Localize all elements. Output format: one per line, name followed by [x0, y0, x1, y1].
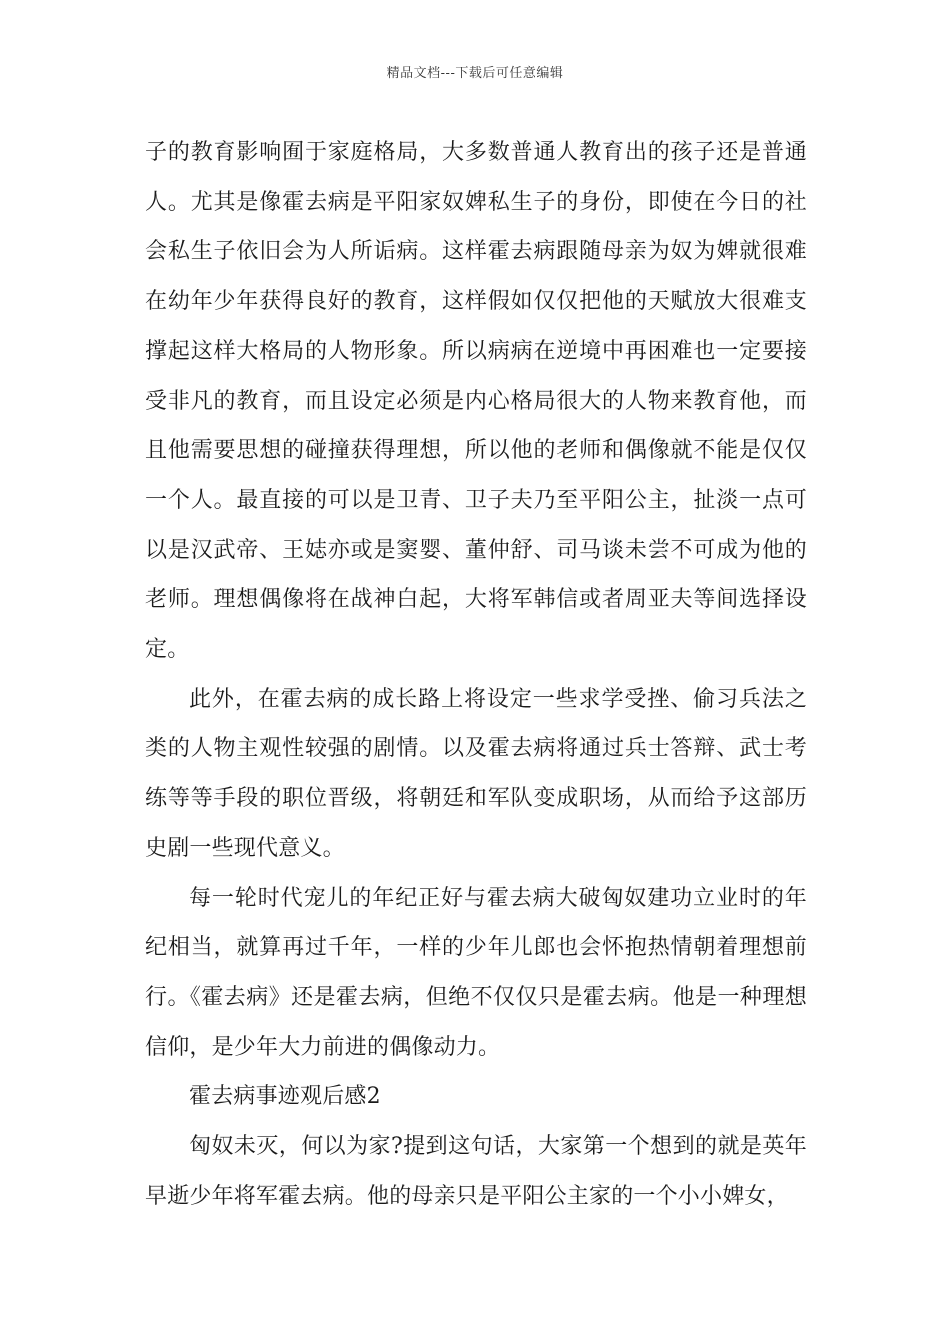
- page-header: 精品文档---下载后可任意编辑: [386, 66, 564, 81]
- paragraph: 此外，在霍去病的成长路上将设定一些求学受挫、偷习兵法之类的人物主观性较强的剧情。以及霍去病将通过兵士答辩、武士考练等等手段的职位晋级，将朝廷和军队变成职场，从而给予这部历史剧一些现代意义。: [145, 686, 807, 861]
- body-text: [145, 128, 807, 1221]
- paragraph: 每一轮时代宠儿的年纪正好与霍去病大破匈奴建功立业时的年纪相当，就算再过千年，一样的少年儿郎也会怀抱热情朝着理想前行。《霍去病》还是霍去病，但绝不仅仅只是霍去病。他是一种理想信仰，是少年大力前进的偶像动力。: [145, 885, 807, 1060]
- paragraph: 匈奴未灭，何以为家?提到这句话，大家第一个想到的就是英年早逝少年将军霍去病。他的母亲只是平阳公主家的一个小小婢女，: [145, 1134, 807, 1209]
- paragraph-continuation: 子的教育影响囿于家庭格局，大多数普通人教育出的孩子还是普通人。尤其是像霍去病是平阳家奴婢私生子的身份，即使在今日的社会私生子依旧会为人所诟病。这样霍去病跟随母亲为奴为婢就很难在幼年少年获得良好的教育，这样假如仅仅把他的天赋放大很难支撑起这样大格局的人物形象。所以病病在逆境中再困难也一定要接受非凡的教育，而且设定必须是内心格局很大的人物来教育他，而且他需要思想的碰撞获得理想，所以他的老师和偶像就不能是仅仅一个人。最直接的可以是卫青、卫子夫乃至平阳公主，扯淡一点可以是汉武帝、王娡亦或是窦婴、董仲舒、司马谈未尝不可成为他的老师。理想偶像将在战神白起，大将军韩信或者周亚夫等间选择设定。: [145, 140, 807, 663]
- section-title: 霍去病事迹观后感2: [189, 1084, 381, 1110]
